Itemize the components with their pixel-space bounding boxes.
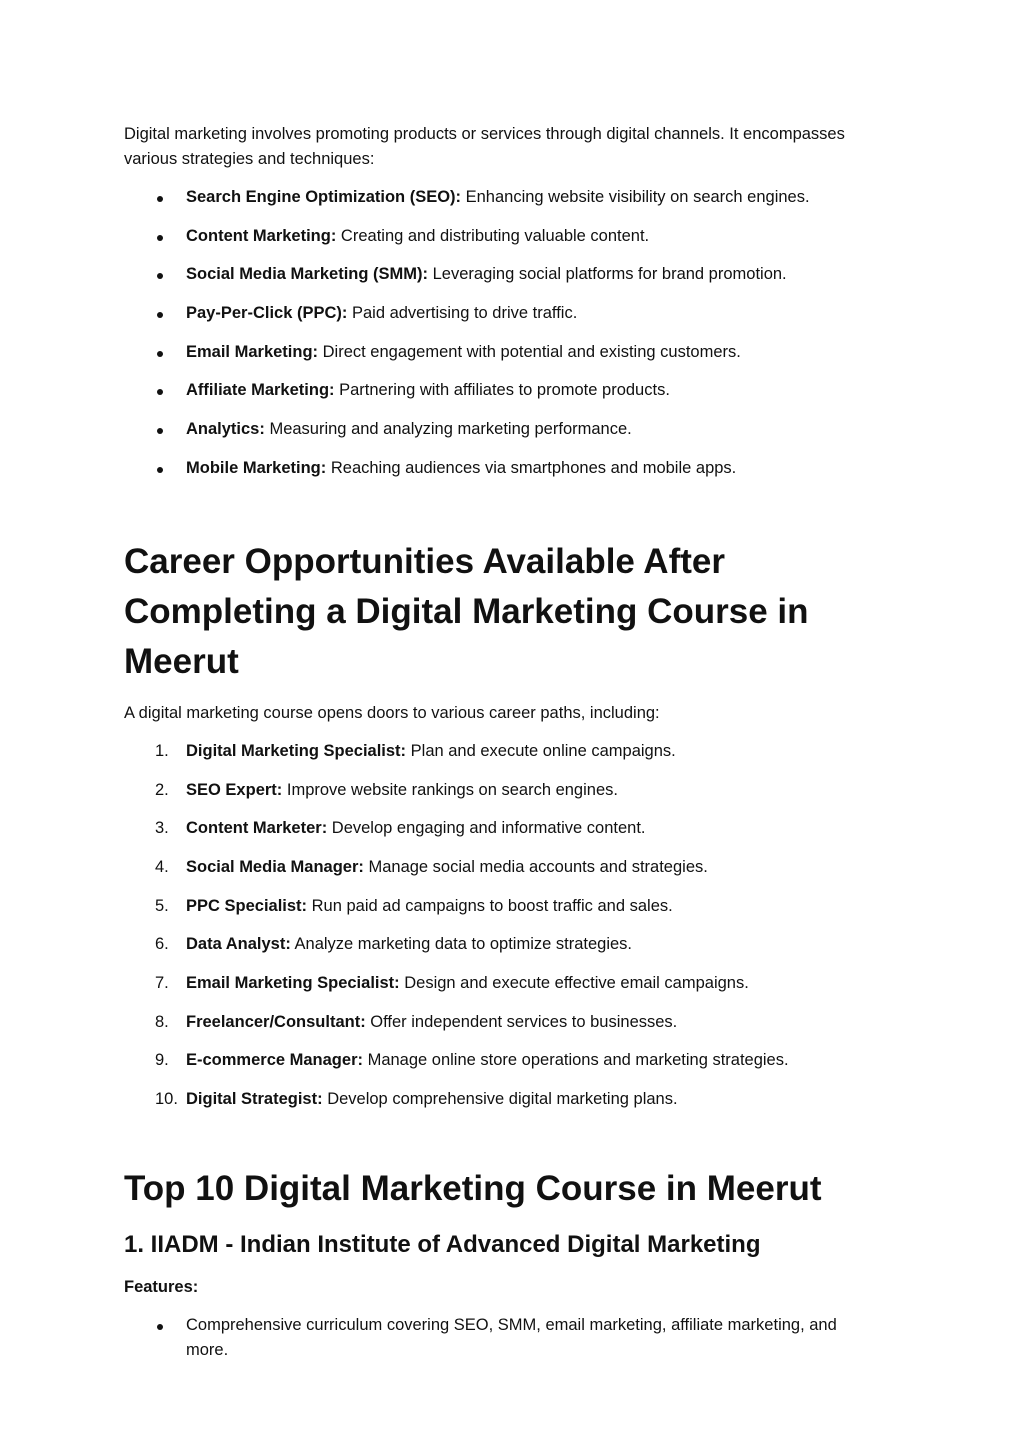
- list-item-desc: Develop comprehensive digital marketing plans.: [322, 1090, 678, 1108]
- list-item-desc: Design and execute effective email campaigns.: [399, 973, 749, 992]
- list-item-desc: Leveraging social platforms for brand promotion.: [428, 265, 787, 284]
- list-item-number: 5.: [155, 896, 169, 915]
- list-item: [124, 1087, 894, 1112]
- list-item-number: 4.: [155, 857, 169, 876]
- list-item-desc: Paid advertising to drive traffic.: [347, 304, 578, 323]
- list-item: [124, 417, 894, 442]
- list-item: [124, 378, 894, 403]
- top10-heading: Top 10 Digital Marketing Course in Meerut: [124, 1169, 822, 1208]
- list-item-desc: Partnering with affiliates to promote products.: [334, 381, 670, 400]
- list-item: [124, 894, 894, 919]
- careers-heading: Career Opportunities Available After Completing a Digital Marketing Course in Meerut: [124, 541, 809, 681]
- list-item-term: Affiliate Marketing:: [186, 381, 335, 400]
- list-item: [124, 301, 894, 326]
- list-item-number: 7.: [155, 973, 169, 992]
- list-item: [124, 185, 894, 210]
- list-item-term: Data Analyst:: [186, 935, 291, 954]
- list-item: [124, 739, 894, 764]
- list-item-term: Digital Marketing Specialist:: [186, 741, 407, 760]
- list-item-desc: Measuring and analyzing marketing performance.: [264, 420, 632, 439]
- list-item-number: 9.: [155, 1051, 169, 1070]
- list-item-desc: Reaching audiences via smartphones and mobile apps.: [326, 458, 737, 477]
- list-item-term: Digital Strategist:: [186, 1090, 323, 1108]
- list-item-desc: Plan and execute online campaigns.: [406, 741, 676, 760]
- list-item-term: Pay-Per-Click (PPC):: [186, 304, 348, 323]
- careers-intro: A digital marketing course opens doors to various career paths, including:: [124, 703, 660, 722]
- list-item-term: Content Marketer:: [186, 819, 328, 838]
- list-item-term: Mobile Marketing:: [186, 458, 327, 477]
- list-item-number: 3.: [155, 819, 169, 838]
- list-item-number: 8.: [155, 1012, 169, 1031]
- list-item-term: Freelancer/Consultant:: [186, 1012, 366, 1031]
- list-item-term: Social Media Manager:: [186, 857, 364, 876]
- list-item-term: Email Marketing:: [186, 342, 319, 361]
- list-item-term: E-commerce Manager:: [186, 1051, 363, 1070]
- document-page: [124, 122, 894, 1363]
- list-item-desc: Manage online store operations and marketing strategies.: [362, 1051, 789, 1070]
- list-item-number: 1.: [155, 741, 169, 760]
- list-item: [124, 1313, 894, 1363]
- list-item-number: 2.: [155, 780, 169, 799]
- list-item-term: PPC Specialist:: [186, 896, 308, 915]
- list-item-term: Social Media Marketing (SMM):: [186, 265, 429, 284]
- list-item: [124, 1048, 894, 1073]
- list-item-desc: Improve website rankings on search engines.: [282, 780, 618, 799]
- list-item-number: 6.: [155, 935, 169, 954]
- list-item: [124, 1010, 894, 1035]
- institute-title: 1. IIADM - Indian Institute of Advanced Digital Marketing: [124, 1231, 761, 1258]
- careers-list: [124, 739, 894, 1112]
- list-item-term: SEO Expert:: [186, 780, 283, 799]
- list-item-term: Search Engine Optimization (SEO):: [186, 188, 462, 206]
- list-item-desc: Develop engaging and informative content.: [327, 819, 646, 838]
- list-item-term: Content Marketing:: [186, 226, 337, 245]
- list-item-desc: Manage social media accounts and strategies.: [363, 857, 708, 876]
- list-item: [124, 340, 894, 365]
- list-item-desc: Offer independent services to businesses.: [365, 1012, 678, 1031]
- list-item-desc: Run paid ad campaigns to boost traffic and sales.: [307, 896, 673, 915]
- list-item: [124, 855, 894, 880]
- list-item: [124, 932, 894, 957]
- list-item-desc: Enhancing website visibility on search engines.: [461, 188, 810, 206]
- list-item: [124, 224, 894, 249]
- list-item-desc: Creating and distributing valuable content.: [336, 226, 650, 245]
- list-item-term: Analytics:: [186, 420, 265, 439]
- list-item-term: Email Marketing Specialist:: [186, 973, 400, 992]
- list-item-number: 10.: [155, 1090, 178, 1108]
- list-item: [124, 262, 894, 287]
- features-label-text: Features:: [124, 1278, 199, 1296]
- list-item-desc: Analyze marketing data to optimize strategies.: [290, 935, 633, 954]
- list-item-desc: Comprehensive curriculum covering SEO, SMM, email marketing, affiliate marketing, and more.: [186, 1316, 837, 1359]
- list-item: [124, 456, 894, 481]
- list-item: [124, 971, 894, 996]
- intro-paragraph: Digital marketing involves promoting products or services through digital channels. It encompasses various strategies and techniques:: [124, 125, 845, 168]
- list-item: [124, 816, 894, 841]
- features-list: [124, 1313, 894, 1363]
- list-item-desc: Direct engagement with potential and existing customers.: [318, 342, 741, 361]
- strategies-list: [124, 185, 894, 481]
- features-label: [124, 1275, 894, 1300]
- list-item: [124, 778, 894, 803]
